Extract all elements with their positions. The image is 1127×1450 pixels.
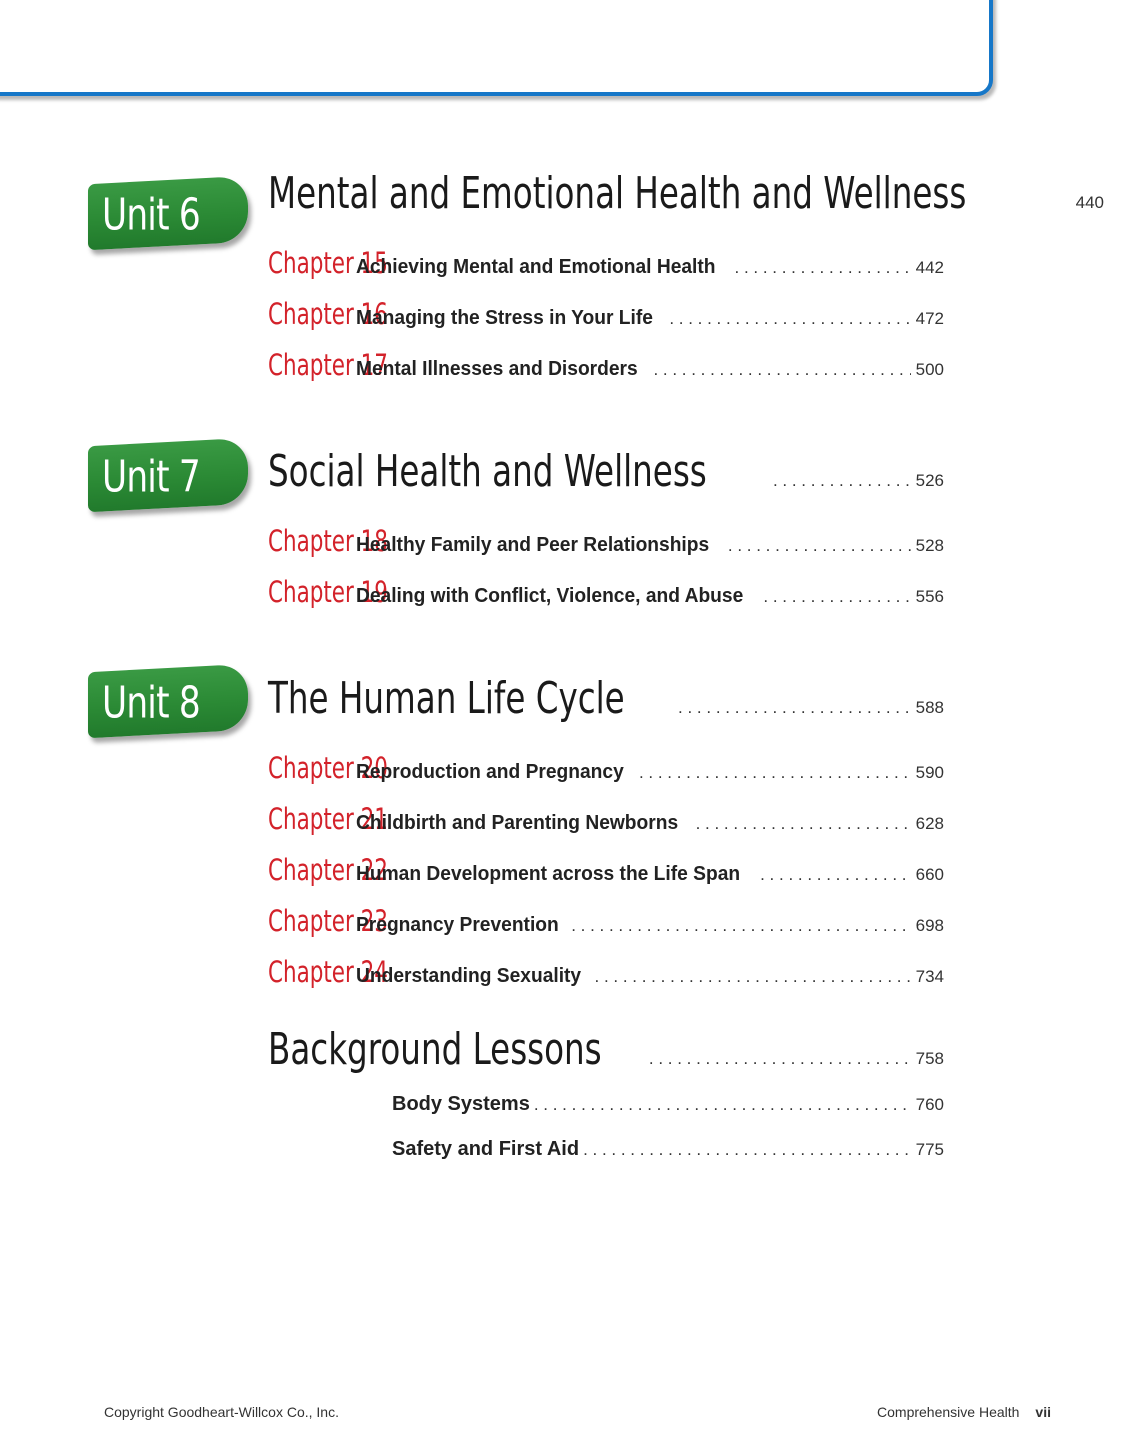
dot-leader [763,587,910,607]
unit-title: Social Health and Wellness [268,446,707,497]
dot-leader [534,1095,911,1115]
chapter-row[interactable] [268,955,944,989]
unit-badge-label: Unit 8 [102,677,200,729]
chapter-label: Chapter 20 [268,751,388,785]
dot-leader [669,309,910,329]
dot-leader [649,1049,911,1069]
dot-leader [735,258,911,278]
chapter-label: Chapter 19 [268,575,388,609]
chapter-title: Childbirth and Parenting Newborns [356,812,679,834]
chapter-label: Chapter 16 [268,297,388,331]
dot-leader [696,814,911,834]
page-number: 660 [915,865,944,884]
chapter-row[interactable] [268,751,944,785]
page-number: 775 [915,1140,944,1159]
chapter-label: Chapter 21 [268,802,388,836]
book-title: Comprehensive Health [877,1404,1020,1420]
unit-badge-label: Unit 6 [102,189,200,241]
unit-heading-row[interactable] [268,446,944,497]
chapter-label: Chapter 22 [268,853,388,887]
page-number: 760 [915,1095,944,1114]
lesson-title: Body Systems [392,1093,530,1115]
chapter-title: Human Development across the Life Span [356,863,741,885]
page-number: 590 [915,763,944,782]
page-number: 442 [915,258,944,277]
chapter-row[interactable] [268,575,944,609]
page-number: 500 [915,360,944,379]
chapter-title: Managing the Stress in Your Life [356,307,653,329]
dot-leader [678,698,911,718]
dot-leader [583,1140,911,1160]
page-number: 472 [915,309,944,328]
page-number: 734 [915,967,944,986]
unit-title: The Human Life Cycle [268,673,625,724]
copyright-notice: Copyright Goodheart-Willcox Co., Inc. [104,1404,339,1420]
dot-leader [728,536,911,556]
dot-leader [773,471,911,491]
chapter-title: Dealing with Conflict, Violence, and Abuse [356,585,744,607]
dot-leader [653,360,910,380]
dot-leader [571,916,910,936]
lesson-row[interactable] [392,1138,944,1161]
background-heading-row[interactable] [268,1024,944,1075]
chapter-row[interactable] [268,904,944,938]
dot-leader [595,967,911,987]
chapter-title: Pregnancy Prevention [356,914,559,936]
header-frame [0,0,993,96]
chapter-label: Chapter 24 [268,955,388,989]
page-number: 528 [915,536,944,555]
chapter-row[interactable] [268,348,944,382]
lesson-title: Safety and First Aid [392,1138,580,1160]
lesson-row[interactable] [392,1093,944,1116]
background-title: Background Lessons [268,1024,602,1075]
chapter-title: Healthy Family and Peer Relationships [356,534,710,556]
chapter-title: Achieving Mental and Emotional Health [356,256,716,278]
chapter-label: Chapter 23 [268,904,388,938]
chapter-row[interactable] [268,802,944,836]
chapter-row[interactable] [268,524,944,558]
page-number: 556 [915,587,944,606]
page-folio: vii [1035,1404,1051,1420]
page-number: 698 [915,916,944,935]
chapter-label: Chapter 15 [268,246,388,280]
chapter-title: Understanding Sexuality [356,965,582,987]
dot-leader [639,763,911,783]
running-footer [877,1404,1051,1420]
unit-badge [88,176,248,250]
page-number: 526 [915,471,944,490]
chapter-row[interactable] [268,853,944,887]
dot-leader [760,865,911,885]
unit-heading-row[interactable] [268,168,1105,219]
unit-badge [88,664,248,738]
chapter-title: Mental Illnesses and Disorders [356,358,638,380]
unit-title: Mental and Emotional Health and Wellness [268,168,967,219]
chapter-title: Reproduction and Pregnancy [356,761,624,783]
unit-heading-row[interactable] [268,673,944,724]
unit-badge-label: Unit 7 [102,451,200,503]
page-number: 588 [915,698,944,717]
page-number: 440 [1075,193,1105,212]
unit-badge [88,438,248,512]
page-number: 628 [915,814,944,833]
chapter-row[interactable] [268,297,944,331]
chapter-label: Chapter 18 [268,524,388,558]
page-number: 758 [915,1049,944,1068]
chapter-row[interactable] [268,246,944,280]
chapter-label: Chapter 17 [268,348,388,382]
